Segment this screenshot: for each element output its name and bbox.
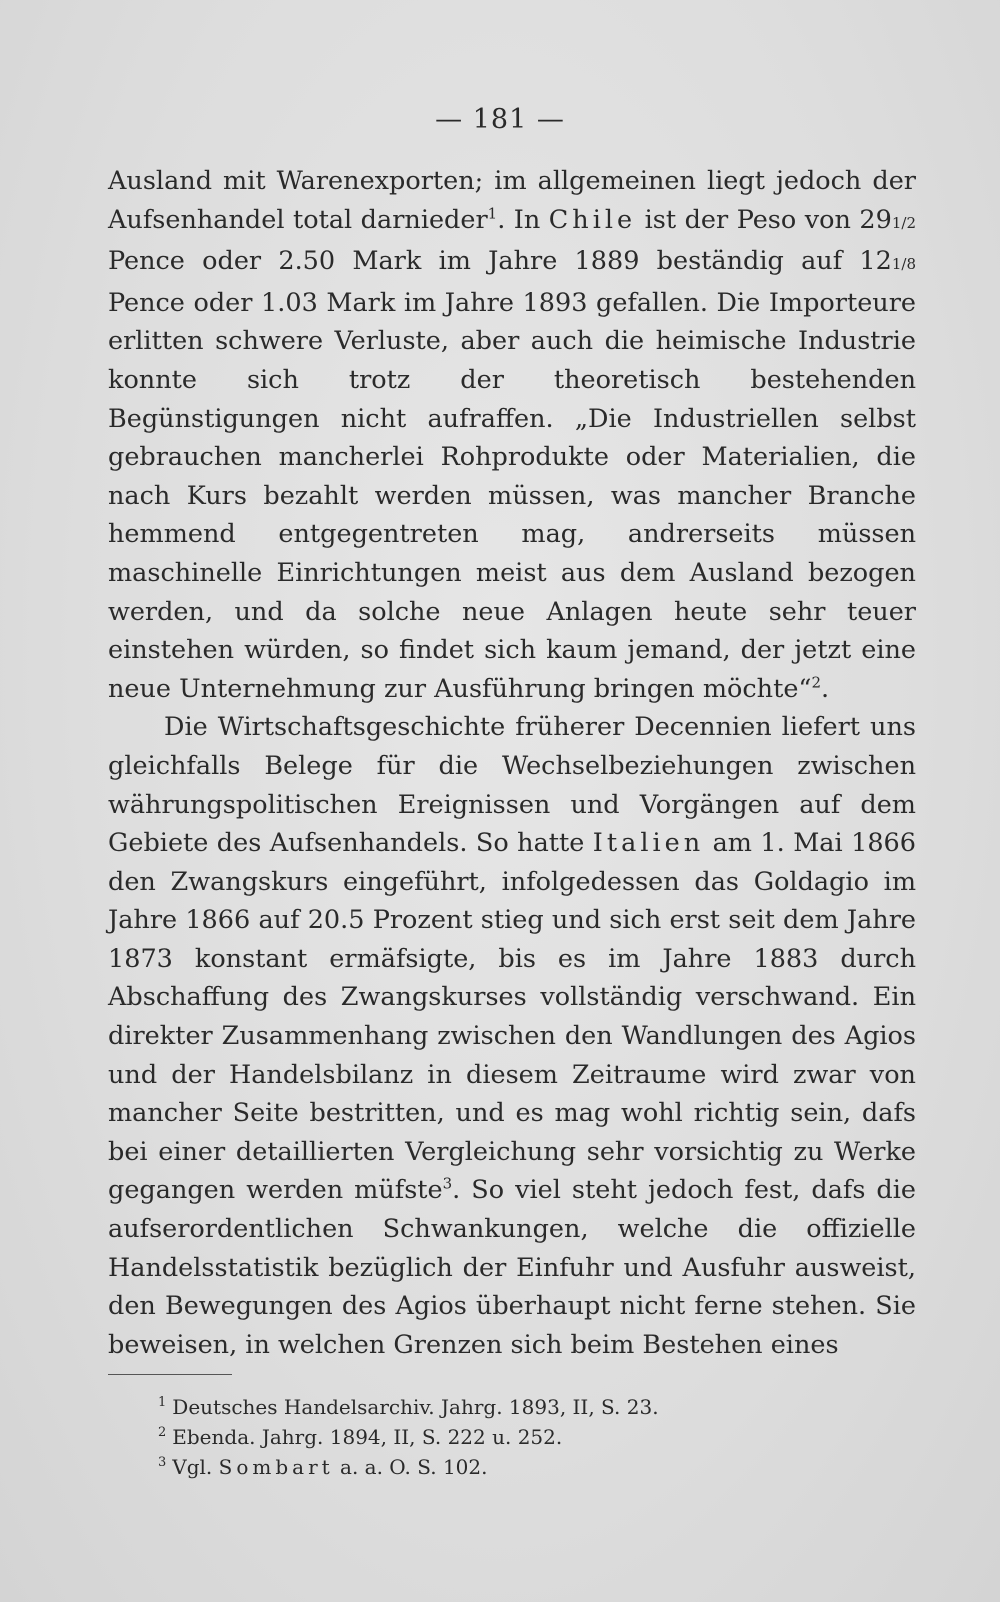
footnote-number: 2: [158, 1425, 167, 1441]
footnote-text: Deutsches Handelsarchiv. Jahrg. 1893, II, S. 23.: [172, 1395, 659, 1419]
footnote-text: Ebenda. Jahrg. 1894, II, S. 222 u. 252.: [172, 1425, 563, 1449]
footnote-2: [158, 1422, 659, 1452]
text-segment: Ausland mit Warenexporten; im allgemeinen liegt jedoch der Aufsenhandel total darnieder: [108, 166, 916, 235]
paragraph-1: [108, 162, 916, 708]
footnote-ref-3: 3: [442, 1174, 453, 1193]
text-segment: am 1. Mai 1866 den Zwangskurs eingeführt, infolgedessen das Goldagio im Jahre 1866 auf 20.5 Prozent stieg und sich erst seit dem Jahre 1873 konstant ermäfsigte, bis es im Jahre 1883 durch Abschaffung des Zwangskurses vollständig verschwand. Ein direkter Zusammenhang zwischen den Wandlungen des Agios und der Handelsbilanz in diesem Zeitraume wird zwar von mancher Seite bestritten, und es mag wohl richtig sein, dafs bei einer detaillierten Vergleichung sehr vorsichtig zu Werke gegangen werden müfste: [108, 828, 916, 1206]
fraction-eighth: 1/8: [891, 255, 916, 274]
text-segment: Pence oder 1.03 Mark im Jahre 1893 gefallen. Die Importeure erlitten schwere Verluste, aber auch die heimische Industrie konnte sich trotz der theoretisch bestehenden Begünstigungen nicht aufraffen. „Die Industriellen selbst gebrauchen mancherlei Rohprodukte oder Materialien, die nach Kurs bezahlt werden müssen, was mancher Branche hemmend entgegentreten mag, andrerseits müssen maschinelle Einrichtungen meist aus dem Ausland bezogen werden, und da solche neue Anlagen heute sehr teuer einstehen würden, so findet sich kaum jemand, der jetzt eine neue Unternehmung zur Ausführung bringen möchte“: [108, 287, 916, 704]
text-segment: . In: [497, 204, 549, 235]
footnotes: [158, 1392, 659, 1482]
footnote-number: 1: [158, 1395, 167, 1411]
emphasis-chile: Chile: [548, 204, 637, 235]
text-segment: Die Wirtschaftsgeschichte früherer Decennien liefert uns gleichfalls Belege für die Wechselbeziehungen zwischen währungspolitischen Ereignissen und Vorgängen auf dem Gebiete des Aufsenhandels. So hatte: [108, 712, 916, 859]
footnote-ref-1: 1: [487, 204, 498, 223]
text-segment: . So viel steht jedoch fest, dafs die aufserordentlichen Schwankungen, welche die offizielle Handelsstatistik bezüglich der Einfuhr und Ausfuhr ausweist, den Bewegungen des Agios überhaupt nicht ferne stehen. Sie beweisen, in welchen Grenzen sich beim Bestehen eines: [108, 1175, 916, 1360]
footnote-number: 3: [158, 1455, 167, 1471]
footnote-text: Vgl.: [172, 1455, 219, 1479]
footnote-3: [158, 1452, 659, 1482]
footnote-divider: [108, 1374, 232, 1375]
footnote-text: a. a. O. S. 102.: [333, 1455, 488, 1479]
page-number: — 181 —: [435, 104, 565, 135]
footnote-ref-2: 2: [811, 673, 821, 692]
footnote-1: [158, 1392, 659, 1422]
text-segment: Pence oder 2.50 Mark im Jahre 1889 beständig auf 12: [108, 246, 892, 277]
emphasis-sombart: Sombart: [218, 1455, 334, 1479]
text-segment: .: [821, 673, 830, 704]
fraction-half: 1/2: [891, 213, 916, 232]
text-segment: ist der Peso von 29: [636, 204, 892, 235]
body-text: [108, 162, 916, 1364]
emphasis-italien: Italien: [592, 828, 705, 859]
paragraph-2: [108, 708, 916, 1364]
